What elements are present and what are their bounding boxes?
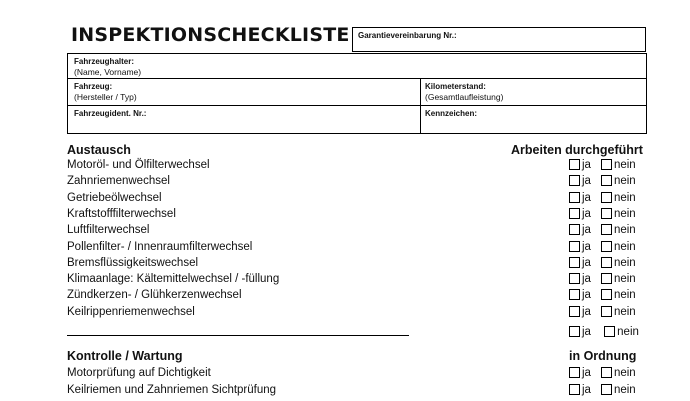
option-label-ja: ja	[582, 326, 591, 338]
checklist-item-options	[569, 367, 636, 379]
checklist-item-options	[569, 224, 636, 236]
section-heading-kontrolle: Kontrolle / Wartung	[67, 349, 183, 363]
option-label-ja: ja	[582, 273, 591, 286]
checkbox-nein[interactable]	[601, 241, 612, 252]
option-label-nein: nein	[613, 224, 636, 237]
owner-label: Fahrzeughalter:	[74, 57, 135, 66]
option-label-nein: nein	[613, 367, 636, 379]
vehicle-hint: (Hersteller / Typ)	[74, 92, 137, 102]
checkbox-ja[interactable]	[569, 273, 580, 284]
checklist-item-options	[569, 175, 636, 187]
checkbox-ja[interactable]	[569, 224, 580, 235]
checkbox-ja[interactable]	[569, 192, 580, 203]
checkbox-ja[interactable]	[569, 241, 580, 252]
checklist-item-options	[569, 273, 636, 285]
checkbox-ja[interactable]	[569, 367, 580, 378]
option-label-ja: ja	[582, 159, 591, 171]
checkbox-ja[interactable]	[569, 159, 580, 170]
checkbox-ja[interactable]	[569, 384, 580, 395]
mileage-field[interactable]	[425, 82, 503, 102]
option-label-nein: nein	[613, 175, 636, 188]
row-divider	[68, 78, 646, 79]
checklist-item-options	[569, 208, 636, 220]
warranty-number-field[interactable]	[352, 27, 646, 52]
option-label-nein: nein	[613, 191, 636, 204]
blank-row-options	[569, 326, 639, 338]
option-label-nein: nein	[613, 256, 636, 269]
checklist-item: Klimaanlage: Kältemittelwechsel / -füllung	[67, 273, 280, 286]
option-label-nein: nein	[613, 383, 636, 396]
row-divider	[68, 105, 646, 106]
option-label-ja: ja	[582, 224, 591, 237]
checkbox-nein[interactable]	[601, 273, 612, 284]
checklist-item-options	[569, 289, 636, 301]
option-label-ja: ja	[582, 367, 591, 379]
option-label-ja: ja	[582, 256, 591, 269]
option-label-ja: ja	[582, 207, 591, 220]
checkbox-nein[interactable]	[601, 367, 612, 378]
checklist-item: Getriebeölwechsel	[67, 191, 162, 204]
checklist-item: Zündkerzen- / Glühkerzenwechsel	[67, 289, 242, 302]
checkbox-nein[interactable]	[601, 159, 612, 170]
checklist-item-options	[569, 241, 636, 253]
checklist-item: Luftfilterwechsel	[67, 224, 150, 237]
checklist-item-options	[569, 159, 636, 171]
checklist-item-options	[569, 306, 636, 318]
checklist-item: Kraftstofffilterwechsel	[67, 207, 176, 220]
checkbox-nein[interactable]	[601, 289, 612, 300]
checkbox-nein[interactable]	[601, 306, 612, 317]
vehicle-label: Fahrzeug:	[74, 82, 113, 91]
option-label-ja: ja	[582, 383, 591, 396]
checklist-item: Bremsflüssigkeitswechsel	[67, 256, 199, 269]
option-label-ja: ja	[582, 175, 591, 188]
checklist-item-options	[569, 384, 636, 396]
checkbox-nein[interactable]	[601, 257, 612, 268]
warranty-number-label: Garantievereinbarung Nr.:	[358, 31, 457, 40]
checklist-item: Keilrippenriemenwechsel	[67, 305, 195, 318]
checkbox-ja[interactable]	[569, 289, 580, 300]
checklist-item-options	[569, 257, 636, 269]
checkbox-nein[interactable]	[601, 384, 612, 395]
option-label-nein: nein	[613, 240, 636, 253]
column-heading-ok: in Ordnung	[569, 349, 637, 363]
vehicle-header-table	[67, 53, 647, 134]
checklist-item: Zahnriemenwechsel	[67, 175, 170, 188]
option-label-nein: nein	[613, 159, 636, 171]
checkbox-nein[interactable]	[601, 224, 612, 235]
option-label-ja: ja	[582, 191, 591, 204]
checkbox-nein[interactable]	[601, 192, 612, 203]
checklist-item: Pollenfilter- / Innenraumfilterwechsel	[67, 240, 253, 253]
checkbox-ja[interactable]	[569, 175, 580, 186]
checkbox-nein[interactable]	[604, 326, 615, 337]
column-divider	[420, 78, 421, 133]
option-label-ja: ja	[582, 305, 591, 318]
checkbox-nein[interactable]	[601, 208, 612, 219]
option-label-ja: ja	[582, 240, 591, 253]
mileage-label: Kilometerstand:	[425, 82, 486, 91]
option-label-nein: nein	[613, 273, 636, 286]
checklist-item-options	[569, 192, 636, 204]
page-title: INSPEKTIONSCHECKLISTE	[71, 24, 350, 46]
checklist-item: Keilriemen und Zahnriemen Sichtprüfung	[67, 383, 277, 396]
owner-hint: (Name, Vorname)	[74, 67, 142, 77]
option-label-nein: nein	[613, 289, 636, 302]
vin-field[interactable]	[74, 109, 146, 119]
option-label-nein: nein	[617, 326, 639, 338]
column-heading-done: Arbeiten durchgeführt	[511, 143, 643, 157]
option-label-nein: nein	[613, 207, 636, 220]
vin-label: Fahrzeugident. Nr.:	[74, 109, 147, 118]
checkbox-ja[interactable]	[569, 208, 580, 219]
section-heading-austausch: Austausch	[67, 143, 131, 157]
mileage-hint: (Gesamtlaufleistung)	[425, 92, 504, 102]
owner-field[interactable]	[74, 57, 141, 77]
blank-line	[67, 335, 409, 336]
license-plate-field[interactable]	[425, 109, 477, 119]
vehicle-field[interactable]	[74, 82, 137, 102]
option-label-ja: ja	[582, 289, 591, 302]
checkbox-nein[interactable]	[601, 175, 612, 186]
checkbox-ja[interactable]	[569, 306, 580, 317]
checkbox-ja[interactable]	[569, 326, 580, 337]
checklist-item: Motorprüfung auf Dichtigkeit	[67, 367, 211, 379]
checkbox-ja[interactable]	[569, 257, 580, 268]
checklist-item: Motoröl- und Ölfilterwechsel	[67, 159, 210, 171]
license-plate-label: Kennzeichen:	[425, 109, 478, 118]
option-label-nein: nein	[613, 305, 636, 318]
